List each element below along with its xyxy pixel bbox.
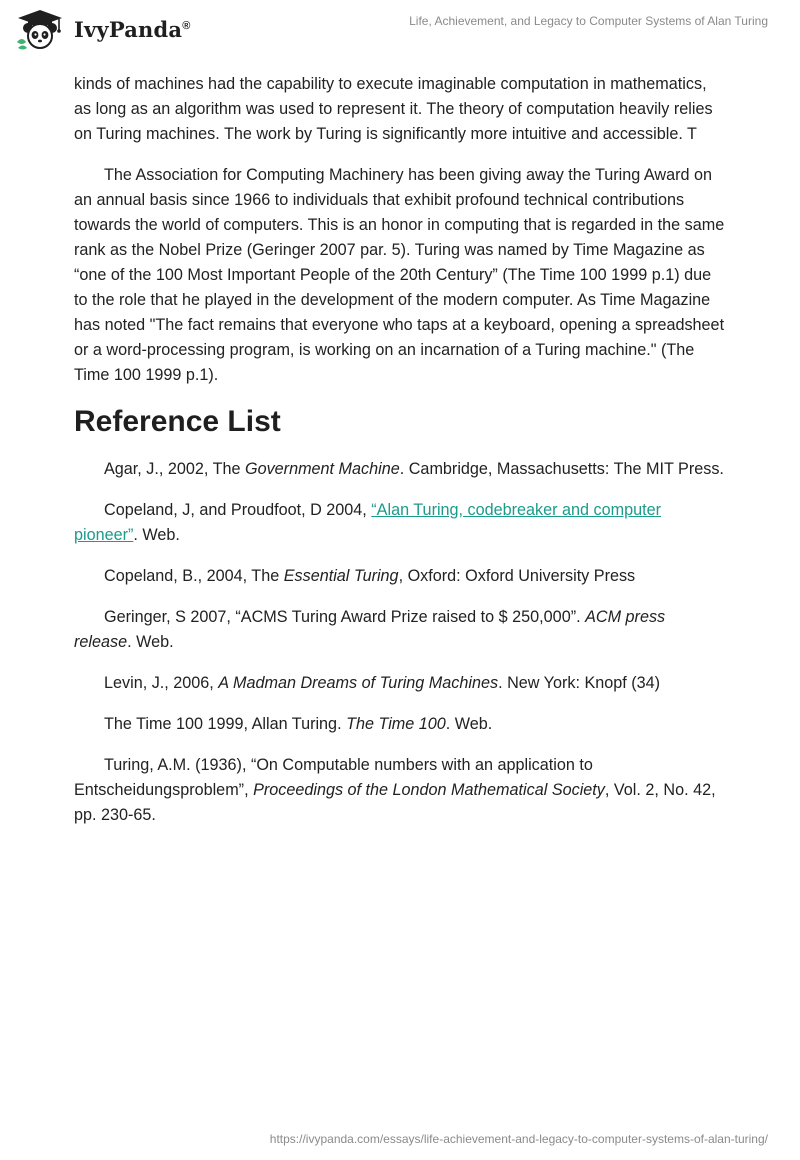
reference-text: , Oxford: Oxford University Press <box>398 567 636 585</box>
reference-item <box>74 498 726 548</box>
reference-item <box>74 457 726 482</box>
reference-title: ACM press release <box>74 608 666 651</box>
essay-content <box>74 72 726 844</box>
brand-name: IvyPanda® <box>74 16 191 42</box>
reference-text: . Cambridge, Massachusetts: The MIT Press. <box>399 460 724 478</box>
reference-text: Turing, A.M. (1936), “On Computable numbers with an application to Entscheidungsproblem”, <box>74 756 593 799</box>
reference-text: Levin, J., 2006, <box>104 674 219 692</box>
body-paragraph-1: kinds of machines had the capability to execute imaginable computation in mathematics, as long as an algorithm was used to represent it. The theory of computation heavily relies on Turing machines. The work by Turing is significantly more intuitive and accessible. T <box>74 75 713 143</box>
reference-item <box>74 605 726 655</box>
reference-title: The Time 100 <box>346 715 446 733</box>
reference-text: , Vol. 2, No. 42, pp. 230-65. <box>74 781 716 824</box>
registered-mark: ® <box>182 19 191 32</box>
reference-title: Essential Turing <box>283 567 399 585</box>
reference-title: A Madman Dreams of Turing Machines <box>218 674 499 692</box>
reference-list <box>74 457 726 828</box>
reference-item <box>74 564 726 589</box>
document-title: Life, Achievement, and Legacy to Computer Systems of Alan Turing <box>409 14 768 28</box>
reference-text: . Web. <box>133 526 180 544</box>
reference-text: . Web. <box>445 715 493 733</box>
reference-text: Copeland, B., 2004, The <box>104 567 284 585</box>
reference-text: The Time 100 1999, Allan Turing. <box>104 715 347 733</box>
reference-item <box>74 671 726 696</box>
reference-text: Agar, J., 2002, The <box>104 460 245 478</box>
body-paragraph-2: The Association for Computing Machinery has been giving away the Turing Award on an annual basis since 1966 to individuals that exhibit profound technical contributions towards the world of computers. This is an honor in computing that is regarded in the same rank as the Nobel Prize (Geringer 2007 par. 5). Turing was named by Time Magazine as “one of the 100 Most Important People of the 20th Century” (The Time 100 1999 p.1) due to the role that he played in the development of the modern computer. As Time Magazine has noted "The fact remains that everyone who taps at a keyboard, opening a spreadsheet or a word-processing program, is working on an incarnation of a Turing machine." (The Time 100 1999 p.1). <box>74 166 725 384</box>
source-url[interactable]: https://ivypanda.com/essays/life-achievement-and-legacy-to-computer-systems-of-alan-turing/ <box>269 1132 768 1146</box>
reference-link-copeland[interactable]: “Alan Turing, codebreaker and computer pioneer” <box>74 501 662 544</box>
reference-title: Proceedings of the London Mathematical Society <box>253 781 605 799</box>
reference-text: . New York: Knopf (34) <box>498 674 661 692</box>
reference-list-heading: Reference List <box>74 405 281 438</box>
reference-text: . Web. <box>127 633 174 651</box>
reference-item <box>74 712 726 737</box>
panda-graduate-icon <box>14 8 66 50</box>
reference-item <box>74 753 726 828</box>
page-header <box>0 0 800 64</box>
ivypanda-logo[interactable] <box>14 8 191 50</box>
reference-text: Geringer, S 2007, “ACMS Turing Award Prize raised to $ 250,000”. <box>104 608 586 626</box>
reference-text: Copeland, J, and Proudfoot, D 2004, <box>104 501 372 519</box>
reference-title: Government Machine <box>244 460 400 478</box>
